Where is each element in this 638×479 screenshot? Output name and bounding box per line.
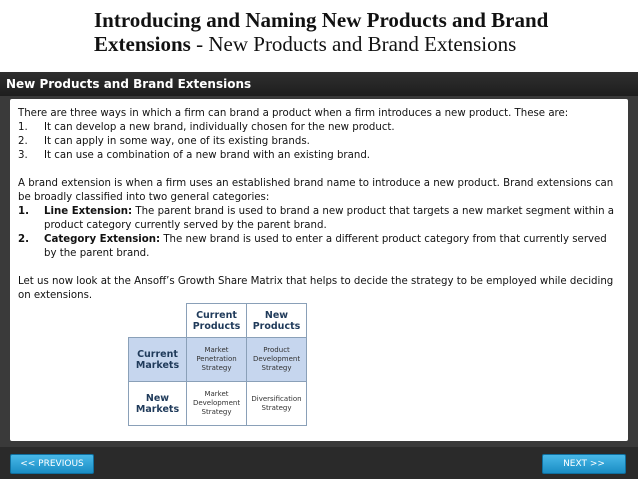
matrix-cell: Diversification Strategy <box>247 382 307 426</box>
slide-title-sub: New Products and Brand Extensions <box>208 32 517 56</box>
ansoff-intro-text: Let us now look at the Ansoff’s Growth Share Matrix that helps to decide the strategy to be employed while deciding on extensions. <box>18 276 614 301</box>
matrix-row-header: New Markets <box>129 382 187 426</box>
previous-button[interactable]: << PREVIOUS <box>10 454 94 474</box>
section-title: New Products and Brand Extensions <box>6 77 252 91</box>
list-number: 1. <box>18 206 29 217</box>
next-button[interactable]: NEXT >> <box>542 454 626 474</box>
list-item <box>18 121 620 135</box>
matrix-col-header: New Products <box>247 304 307 338</box>
slide-title-main: Introducing and Naming New Products and Brand Extensions <box>94 8 549 56</box>
list-text: It can apply in some way, one of its existing brands. <box>44 136 310 147</box>
term-label: Category Extension: <box>44 234 161 245</box>
list-text: It can use a combination of a new brand with an existing brand. <box>44 150 371 161</box>
matrix-cell: Market Development Strategy <box>187 382 247 426</box>
intro-text: There are three ways in which a firm can brand a product when a firm introduces a new product. These are: <box>18 108 569 119</box>
list-text: It can develop a new brand, individually chosen for the new product. <box>44 122 395 133</box>
list-item <box>18 135 620 149</box>
list-number: 2. <box>18 136 28 147</box>
list-item <box>18 233 620 261</box>
content-panel <box>10 99 628 441</box>
extension-intro-text: A brand extension is when a firm uses an established brand name to introduce a new product. Brand extensions can be broadly classified into two general categories: <box>18 178 614 203</box>
term-label: Line Extension: <box>44 206 133 217</box>
term-description: The parent brand is used to brand a new product that targets a new market segment within a product category currently served by the parent brand. <box>44 206 615 231</box>
list-number: 2. <box>18 234 29 245</box>
list-number: 3. <box>18 150 28 161</box>
matrix-col-header: Current Products <box>187 304 247 338</box>
term-description: The new brand is used to enter a different product category from that currently served by the parent brand. <box>44 234 607 259</box>
list-item <box>18 149 620 163</box>
navigation-bar <box>0 447 638 479</box>
matrix-row-header: Current Markets <box>129 338 187 382</box>
slide-title-separator: - <box>190 32 209 56</box>
ansoff-matrix <box>128 303 307 426</box>
section-bar <box>0 72 638 96</box>
matrix-cell: Market Penetration Strategy <box>187 338 247 382</box>
matrix-cell: Product Development Strategy <box>247 338 307 382</box>
list-number: 1. <box>18 122 28 133</box>
matrix-corner <box>129 304 187 338</box>
list-item <box>18 205 620 233</box>
slide-header <box>0 0 638 72</box>
slide-title <box>94 8 614 56</box>
